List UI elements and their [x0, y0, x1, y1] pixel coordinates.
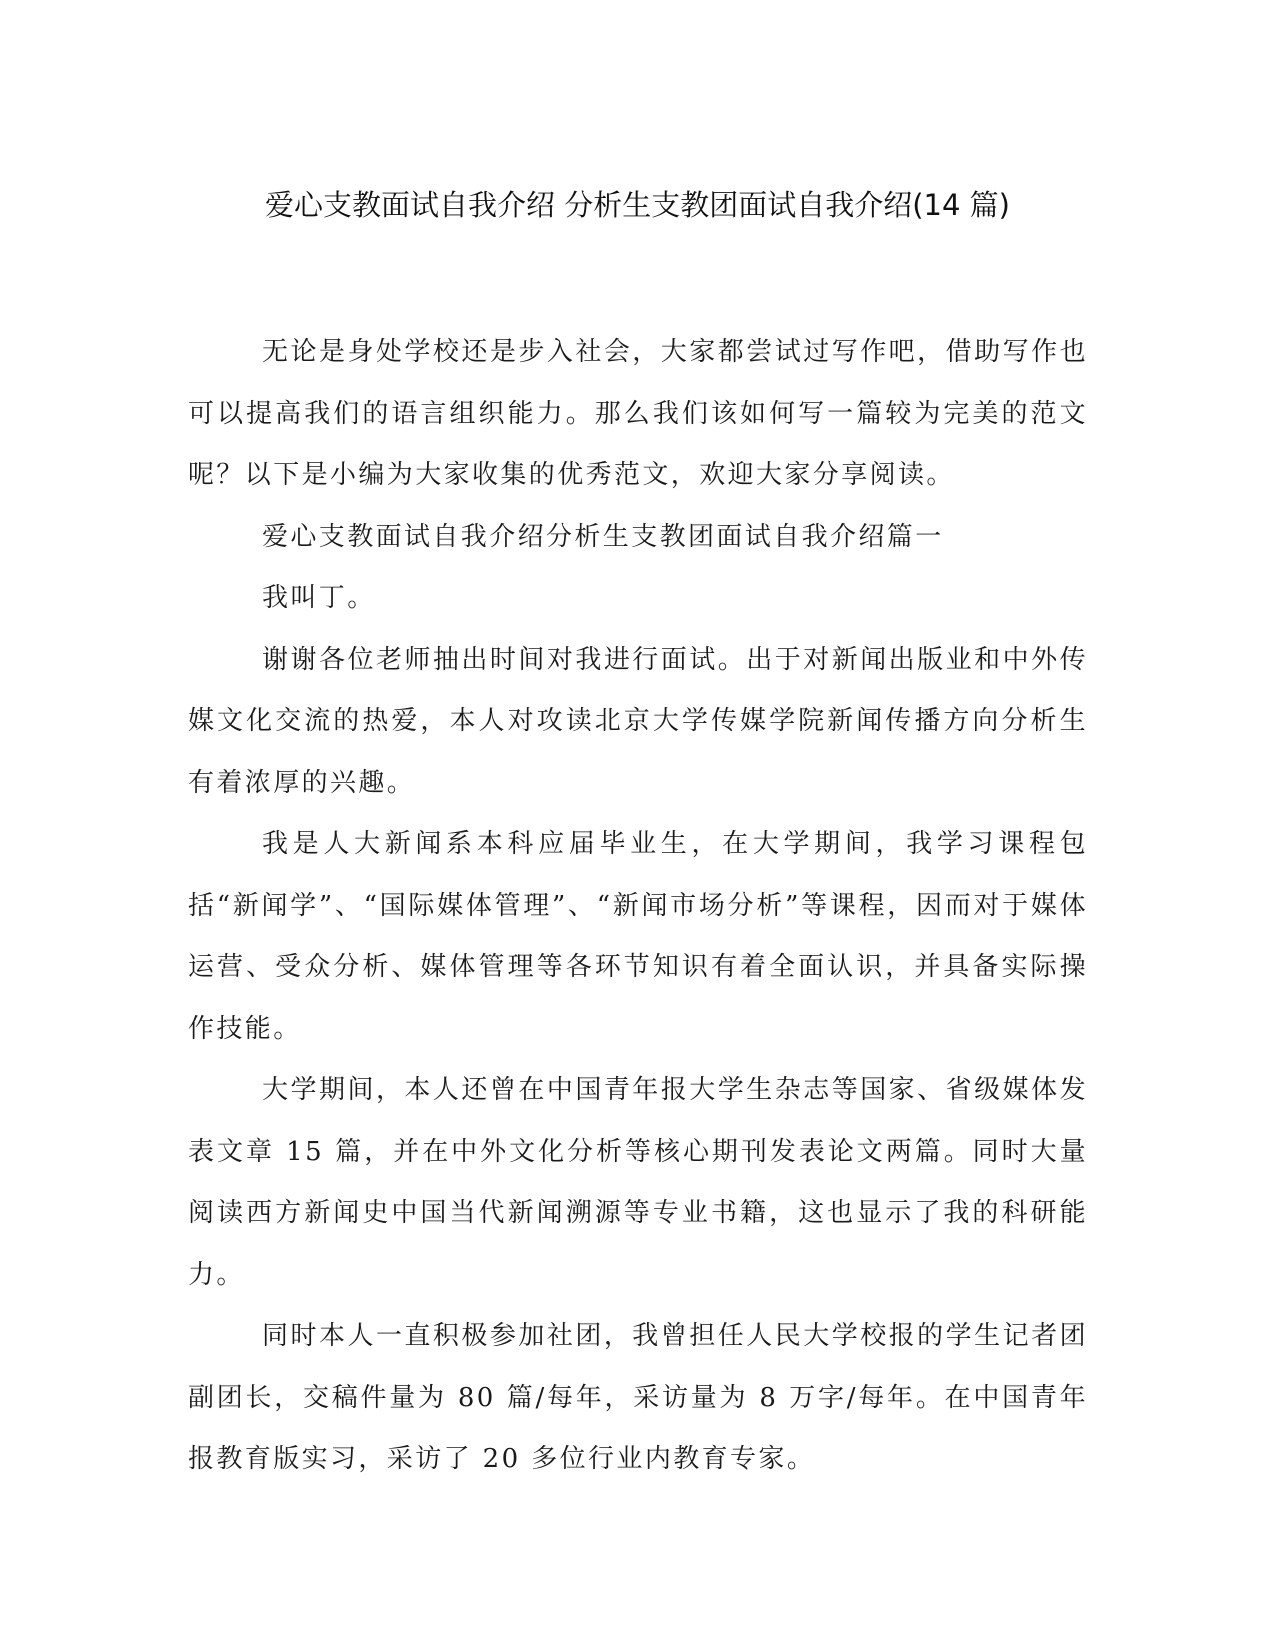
document-body	[188, 322, 1088, 1491]
paragraph-courses: 我是人大新闻系本科应届毕业生，在大学期间，我学习课程包括“新闻学”、“国际媒体管理”、“新闻市场分析”等课程，因而对于媒体运营、受众分析、媒体管理等各环节知识有着全面认识，并具备实际操作技能。	[188, 829, 1088, 1044]
paragraph-section-heading: 爱心支教面试自我介绍分析生支教团面试自我介绍篇一	[262, 521, 944, 552]
paragraph-activities: 同时本人一直积极参加社团，我曾担任人民大学校报的学生记者团副团长，交稿件量为 80 篇/每年，采访量为 8 万字/每年。在中国青年报教育版实习，采访了 20 多位行业内教育专家。	[188, 1321, 1088, 1474]
paragraph-name: 我叫丁。	[262, 583, 376, 613]
paragraph-publications: 大学期间，本人还曾在中国青年报大学生杂志等国家、省级媒体发表文章 15 篇，并在中外文化分析等核心期刊发表论文两篇。同时大量阅读西方新闻史中国当代新闻溯源等专业书籍，这也显示了我的科研能力。	[188, 1075, 1088, 1290]
paragraph-thanks: 谢谢各位老师抽出时间对我进行面试。出于对新闻出版业和中外传媒文化交流的热爱，本人对攻读北京大学传媒学院新闻传播方向分析生有着浓厚的兴趣。	[188, 644, 1088, 798]
paragraph-intro: 无论是身处学校还是步入社会，大家都尝试过写作吧，借助写作也可以提高我们的语言组织能力。那么我们该如何写一篇较为完美的范文呢？以下是小编为大家收集的优秀范文，欢迎大家分享阅读。	[188, 337, 1088, 490]
document-title: 爱心支教面试自我介绍 分析生支教团面试自我介绍(14 篇)	[265, 188, 1010, 222]
